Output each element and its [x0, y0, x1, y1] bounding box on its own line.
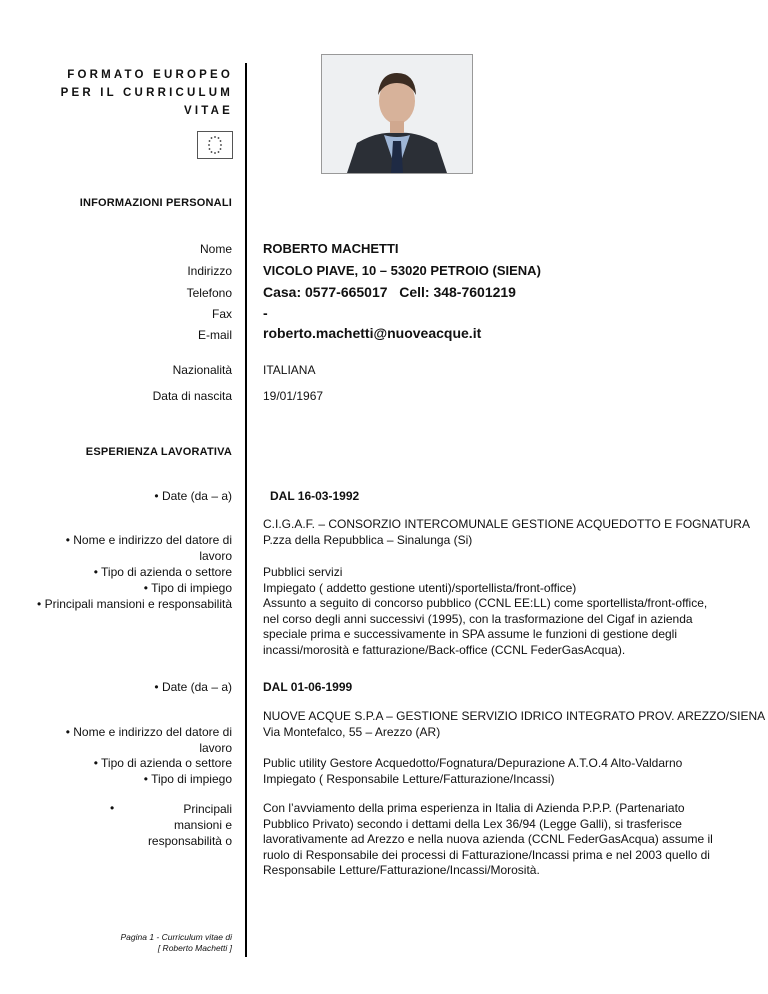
exp1-job-value: Impiegato ( addetto gestione utenti)/sportellista/front-office)	[263, 581, 577, 595]
fax-label: Fax	[211, 307, 232, 321]
exp1-date-label: • Date (da – a)	[154, 489, 232, 503]
vertical-divider	[245, 63, 247, 957]
cv-title-line-2: PER IL CURRICULUM	[60, 87, 233, 99]
exp2-date-label: • Date (da – a)	[154, 680, 232, 694]
exp2-employer-address: Via Montefalco, 55 – Arezzo (AR)	[263, 725, 441, 739]
exp1-job-label: • Tipo di impiego	[143, 581, 232, 595]
exp1-employer-address: P.zza della Repubblica – Sinalunga (Si)	[263, 533, 473, 547]
cv-title	[61, 66, 233, 120]
footer-line-2: [ Roberto Machetti ]	[157, 943, 232, 953]
section-personal-info: INFORMAZIONI PERSONALI	[79, 197, 232, 209]
exp2-duties-bullet: •	[110, 801, 115, 815]
exp2-duties-label: Principali mansioni e responsabilità o	[147, 802, 232, 848]
exp2-employer-name: NUOVE ACQUE S.P.A – GESTIONE SERVIZIO IDRICO INTEGRATO PROV. AREZZO/SIENA	[263, 709, 766, 723]
email-value: roberto.machetti@nuoveacque.it	[263, 325, 482, 341]
cv-title-line-1: FORMATO EUROPEO	[67, 69, 233, 81]
exp1-employer-name: C.I.G.A.F. – CONSORZIO INTERCOMUNALE GESTIONE ACQUEDOTTO E FOGNATURA	[263, 517, 750, 531]
exp1-duties-value: Assunto a seguito di concorso pubblico (CCNL EE:LL) come sportellista/front-office, nel corso degli anni successivi (1995), con la trasformazione del Cigaf in azienda speciale prima e successivamente in SPA assume le funzioni di gestione degli incassi/morosità e fatturazione/Back-office (CCNL FederGasAcqua).	[263, 596, 708, 657]
exp2-job-label: • Tipo di impiego	[143, 772, 232, 786]
footer-line-1: Pagina 1 - Curriculum vitae di	[120, 932, 232, 942]
name-label: Nome	[199, 242, 232, 256]
exp2-sector-label: • Tipo di azienda o settore	[93, 756, 232, 770]
exp2-employer-label: • Nome e indirizzo del datore di lavoro	[65, 725, 232, 755]
nationality-label: Nazionalità	[172, 363, 232, 377]
exp2-duties-value: Con l’avviamento della prima esperienza in Italia di Azienda P.P.P. (Partenariato Pubblico Privato) secondo i dettami della Lex 36/94 (Legge Galli), si trasferisce lavorativamente ad Arezzo e nella nuova azienda (CCNL FederGasAcqua) assume il ruolo di Responsabile dei processi di Fatturazione/Incassi prima e nel 2003 quello di Responsabile Letture/Fatturazione/Incassi/Morosità.	[263, 801, 713, 877]
fax-value: -	[263, 305, 268, 321]
exp1-sector-value: Pubblici servizi	[263, 565, 343, 579]
page-footer	[121, 932, 233, 954]
eu-flag-icon	[197, 131, 233, 159]
phone-label: Telefono	[186, 286, 232, 300]
email-label: E-mail	[197, 328, 232, 342]
exp2-job-value: Impiegato ( Responsabile Letture/Fatturazione/Incassi)	[263, 772, 555, 786]
exp1-sector-label: • Tipo di azienda o settore	[93, 565, 232, 579]
name-value: ROBERTO MACHETTI	[263, 241, 399, 256]
exp1-duties-label: • Principali mansioni e responsabilità	[37, 597, 232, 611]
cv-title-line-3: VITAE	[183, 105, 233, 117]
address-label: Indirizzo	[187, 264, 232, 278]
exp1-date-value: DAL 16-03-1992	[270, 489, 360, 503]
exp2-date-value: DAL 01-06-1999	[263, 680, 353, 694]
nationality-value: ITALIANA	[263, 363, 316, 377]
exp1-employer-label: • Nome e indirizzo del datore di lavoro	[65, 533, 232, 563]
address-value: VICOLO PIAVE, 10 – 53020 PETROIO (SIENA)	[263, 263, 541, 278]
phone-value: Casa: 0577-665017 Cell: 348-7601219	[263, 284, 516, 300]
exp2-sector-value: Public utility Gestore Acquedotto/Fognatura/Depurazione A.T.O.4 Alto-Valdarno	[263, 756, 683, 770]
profile-photo	[321, 54, 473, 174]
section-work-experience: ESPERIENZA LAVORATIVA	[85, 446, 232, 458]
birth-date-label: Data di nascita	[152, 389, 232, 403]
birth-date-value: 19/01/1967	[263, 389, 324, 403]
